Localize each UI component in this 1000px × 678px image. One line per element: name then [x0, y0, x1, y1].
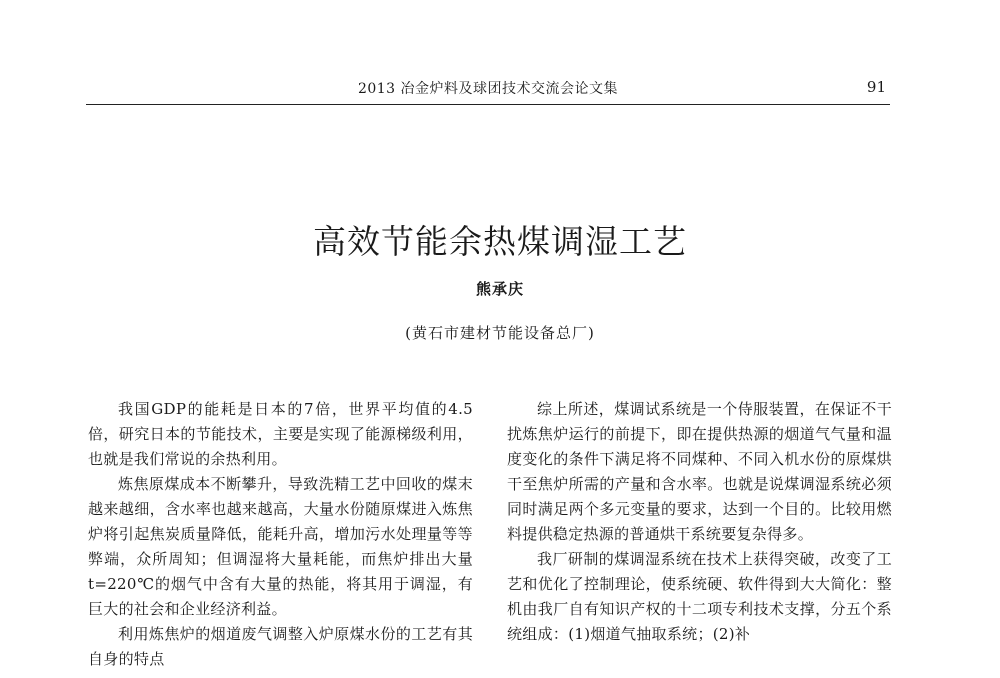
paragraph: 综上所述，煤调试系统是一个侍服装置，在保证不干扰炼焦炉运行的前提下，即在提供热源的烟道气气量和温度变化的条件下满足将不同煤种、不同入机水份的原煤烘干至焦炉所需的产量和含水率。也就是说煤调湿系统必须同时满足两个多元变量的要求，达到一个目的。比较用燃料提供稳定热源的普通烘干系统要复杂得多。 [507, 400, 892, 543]
running-header [86, 70, 890, 105]
paragraph: 炼焦原煤成本不断攀升，导致洗精工艺中回收的煤末越来越细，含水率也越来越高，大量水份随原煤进入炼焦炉将引起焦炭质量降低，能耗升高，增加污水处理量等等弊端，众所周知；但调湿将大量耗能，而焦炉排出大量t=220℃的烟气中含有大量的热能，将其用于调湿，有巨大的社会和企业经济利益。 [88, 475, 473, 618]
paragraph: 利用炼焦炉的烟道废气调整入炉原煤水份的工艺有其自身的特点 [88, 625, 473, 668]
body-column-left [88, 397, 473, 672]
article-title: 高效节能余热煤调湿工艺 [313, 222, 687, 261]
running-title: 2013 冶金炉料及球团技术交流会论文集 [357, 81, 619, 97]
page-number: 91 [866, 78, 886, 96]
body-column-right [507, 397, 892, 647]
paragraph: 我厂研制的煤调湿系统在技术上获得突破，改变了工艺和优化了控制理论，使系统硬、软件得到大大简化：整机由我厂自有知识产权的十二项专利技术支撑，分五个系统组成：(1)烟道气抽取系统；(2)补 [507, 550, 892, 643]
author-name: 熊承庆 [475, 280, 524, 298]
author-affiliation: (黄石市建材节能设备总厂) [405, 324, 595, 342]
paragraph: 我国GDP的能耗是日本的7倍，世界平均值的4.5倍，研究日本的节能技术，主要是实现了能源梯级利用，也就是我们常说的余热利用。 [88, 400, 473, 468]
